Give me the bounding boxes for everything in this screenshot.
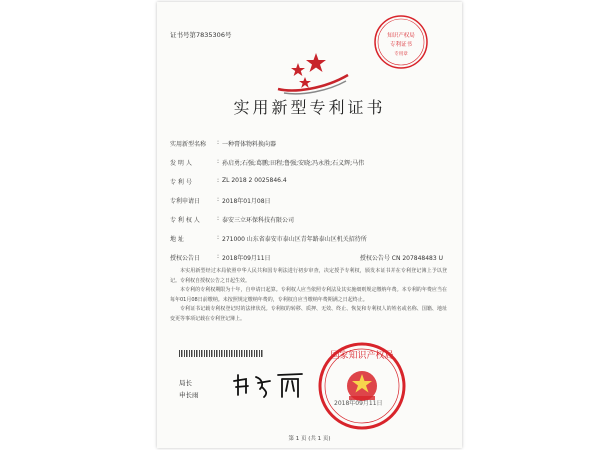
handwritten-signature-icon	[232, 367, 312, 401]
field-utility-model-name: 实用新型名称 : 一种膏体物料换向器	[170, 139, 277, 148]
field-label: 实用新型名称	[170, 141, 207, 148]
body-paragraph: 本专利的专利权期限为十年，自申请日起算。专利权人应当依照专利法及其实施细则规定缴纳年费。本专利的年费应当在每年01月08日前缴纳。未按照规定缴纳年费的，专利权自应当缴纳年费期满之日起终止。	[170, 287, 447, 303]
svg-text:知识产权局: 知识产权局	[387, 33, 415, 39]
field-application-date: 专利申请日 : 2018年01月08日	[170, 196, 271, 205]
field-value: 2018年09月11日	[222, 255, 271, 262]
signature-name: 申长雨	[179, 391, 199, 399]
publication-number: 授权公告号 CN 207848483 U	[359, 255, 443, 262]
state-ip-office-seal-icon	[316, 340, 408, 432]
field-value: 泰安三立环保科技有限公司	[222, 217, 295, 224]
certificate-title: 实用新型专利证书	[233, 98, 386, 117]
svg-text:专利证书: 专利证书	[389, 42, 413, 48]
svg-text:专用章: 专用章	[394, 52, 408, 57]
field-value: ZL 2018 2 0025846.4	[222, 177, 287, 184]
patent-certificate	[157, 2, 462, 448]
field-label: 地 址	[170, 236, 184, 243]
signature-title: 局长	[179, 379, 192, 387]
certificate-number: 证书号第7835306号	[170, 31, 232, 39]
field-label: 专利申请日	[170, 198, 201, 205]
patent-emblem-icon	[274, 49, 352, 97]
field-value: 一种膏体物料换向器	[222, 141, 277, 148]
field-patent-number: 专 利 号 : ZL 2018 2 0025846.4	[170, 177, 287, 186]
field-patentee: 专 利 权 人 : 泰安三立环保科技有限公司	[170, 215, 295, 224]
field-label: 专 利 号	[170, 179, 192, 186]
field-grant-date: 授权公告日 : 2018年09月11日 授权公告号 CN 207848483 U	[170, 253, 443, 262]
body-paragraph: 专利证书记载专利权登记时的法律状况。专利权的转移、质押、无效、终止、恢复和专利权人的姓名或名称、国籍、地址变更等事项记载在专利登记簿上。	[170, 306, 447, 322]
seal-date: 2018年09月11日	[334, 400, 383, 407]
field-value: 2018年01月08日	[222, 198, 271, 205]
svg-text:国家知识产权局: 国家知识产权局	[330, 351, 394, 361]
page-footer: 第 1 页 (共 1 页)	[288, 436, 331, 442]
body-paragraph: 本实用新型经过本局依照中华人民共和国专利法进行初步审查，决定授予专利权，颁发本证书并在专利登记簿上予以登记。专利权自授权公告之日起生效。	[170, 268, 447, 284]
field-label: 专 利 权 人	[170, 217, 200, 224]
field-label: 授权公告日	[170, 255, 201, 262]
field-inventors: 发 明 人 : 孙启勇;石强;葛鹏;田程;鲁强;安晓;冯永胜;石义辉;马伟	[170, 158, 365, 167]
barcode	[179, 350, 264, 357]
field-label: 发 明 人	[170, 160, 192, 167]
field-address: 地 址 : 271000 山东省泰安市泰山区青年路泰山区机关招待所	[170, 234, 367, 243]
small-seal-icon	[372, 13, 430, 71]
field-value: 271000 山东省泰安市泰山区青年路泰山区机关招待所	[222, 236, 367, 243]
certificate-body	[170, 267, 447, 325]
field-value: 孙启勇;石强;葛鹏;田程;鲁强;安晓;冯永胜;石义辉;马伟	[222, 160, 365, 167]
